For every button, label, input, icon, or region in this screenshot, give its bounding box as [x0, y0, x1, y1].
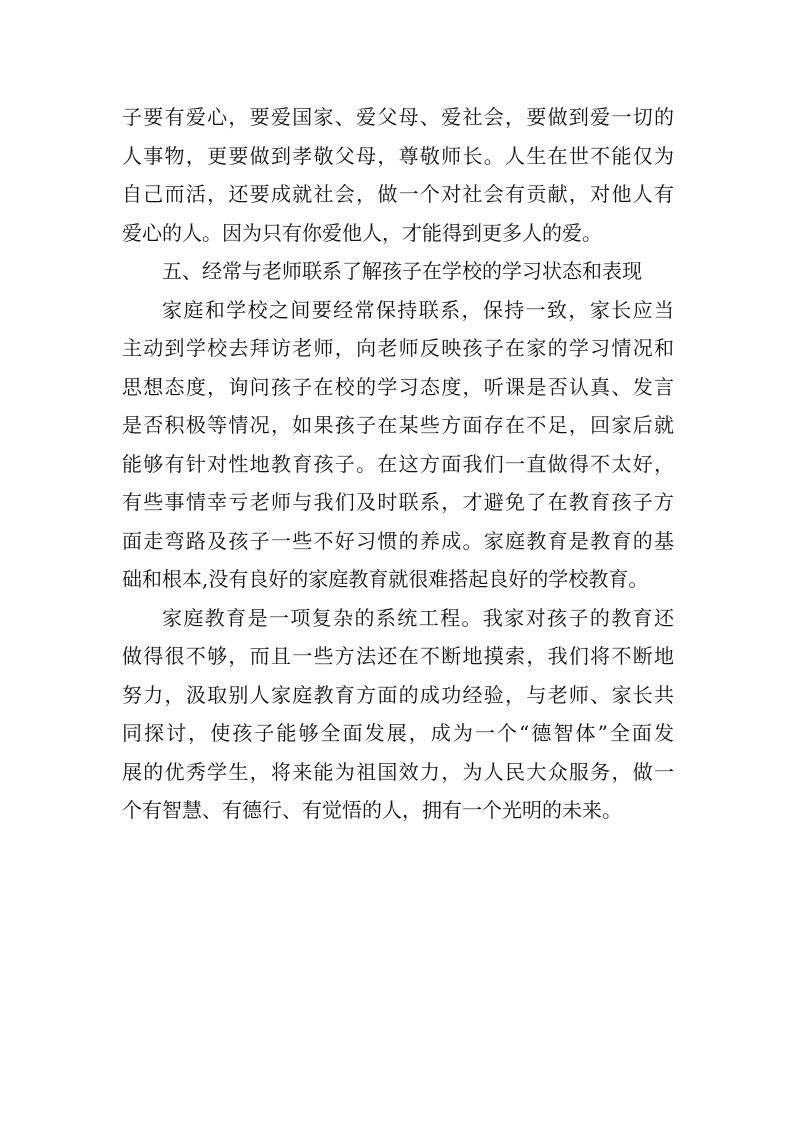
text-line: 同探讨，使孩子能够全面发展，成为一个“德智体”全面发: [122, 721, 674, 745]
text-line: 家庭教育是一项复杂的系统工程。我家对孩子的教育还: [162, 605, 674, 630]
text-line: 家庭和学校之间要经常保持联系，保持一致，家长应当: [162, 297, 674, 322]
text-line: 努力，汲取别人家庭教育方面的成功经验，与老师、家长共: [122, 682, 674, 707]
text-line: 础和根本,没有良好的家庭教育就很难搭起良好的学校教育。: [122, 567, 649, 591]
text-line: 做得很不够，而且一些方法还在不断地摸索，我们将不断地: [122, 644, 674, 668]
text-line: 面走弯路及孩子一些不好习惯的养成。家庭教育是教育的基: [122, 528, 674, 553]
text-line: 人事物，更要做到孝敬父母，尊敬师长。人生在世不能仅为: [122, 143, 674, 168]
document-body: [122, 98, 674, 830]
text-line: 子要有爱心，要爱国家、爱父母、爱社会，要做到爱一切的: [122, 105, 674, 129]
text-line: 自己而活，还要成就社会，做一个对社会有贡献，对他人有: [122, 182, 674, 206]
text-line: 能够有针对性地教育孩子。在这方面我们一直做得不太好，: [122, 451, 674, 476]
text-line: 是否积极等情况，如果孩子在某些方面存在不足，回家后就: [122, 413, 674, 437]
text-line: 思想态度，询问孩子在校的学习态度，听课是否认真、发言: [122, 374, 674, 399]
section-heading: 五、经常与老师联系了解孩子在学校的学习状态和表现: [162, 259, 642, 283]
text-line: 主动到学校去拜访老师，向老师反映孩子在家的学习情况和: [122, 336, 674, 360]
text-line: 个有智慧、有德行、有觉悟的人，拥有一个光明的未来。: [122, 798, 622, 822]
text-line: 展的优秀学生，将来能为祖国效力，为人民大众服务，做一: [122, 759, 674, 784]
text-line: 有些事情幸亏老师与我们及时联系，才避免了在教育孩子方: [122, 490, 674, 514]
text-line: 爱心的人。因为只有你爱他人，才能得到更多人的爱。: [122, 220, 602, 245]
